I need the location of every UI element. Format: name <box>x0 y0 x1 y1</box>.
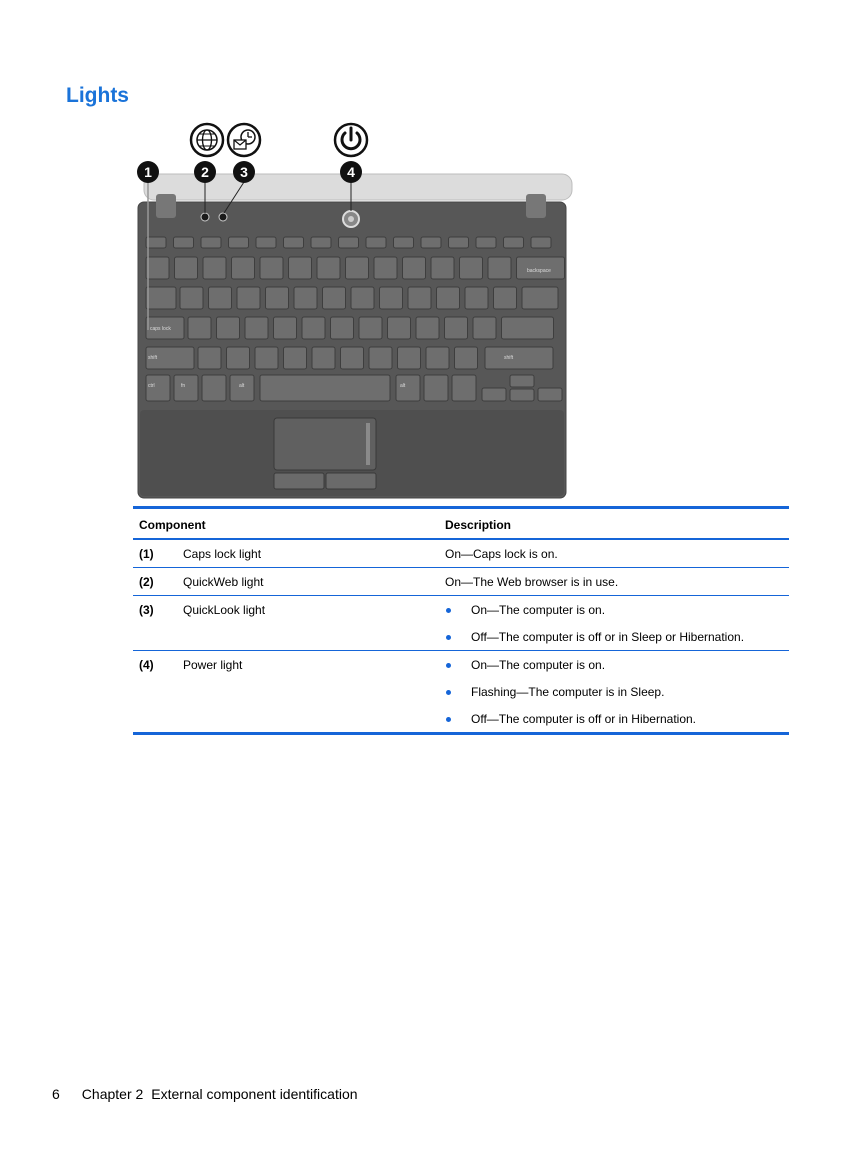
svg-text:2: 2 <box>201 164 209 180</box>
component-header: Component <box>139 518 206 532</box>
row-number: (2) <box>139 575 154 589</box>
component-description <box>439 651 789 734</box>
keyboard-key <box>366 237 386 248</box>
component-description: On—The Web browser is in use. <box>445 575 619 589</box>
keyboard-key <box>465 287 488 309</box>
chapter-label: Chapter 2 <box>81 1086 144 1102</box>
keyboard-key <box>188 317 211 339</box>
keyboard-key <box>424 375 448 401</box>
keyboard-key <box>227 347 250 369</box>
keyboard-key <box>494 287 517 309</box>
table-row <box>133 568 789 596</box>
mail-clock-icon <box>228 124 260 156</box>
section-title: Lights <box>66 84 129 107</box>
description-header: Description <box>445 518 512 532</box>
row-number: (3) <box>139 603 154 617</box>
list-item: Off—The computer is off or in Hibernation. <box>445 712 783 726</box>
bullet-icon <box>446 635 451 640</box>
keyboard-key <box>388 317 411 339</box>
component-description <box>439 596 789 651</box>
keyboard-key <box>431 257 454 279</box>
keyboard-key <box>488 257 511 279</box>
keyboard-key <box>245 317 268 339</box>
keyboard-key <box>346 257 369 279</box>
component-name: QuickWeb light <box>183 575 264 589</box>
keyboard-key <box>274 317 297 339</box>
keyboard-key <box>455 347 478 369</box>
table-row <box>133 539 789 568</box>
list-item: Flashing—The computer is in Sleep. <box>445 685 783 699</box>
keyboard-key <box>174 237 194 248</box>
keyboard-key <box>289 257 312 279</box>
alt-gr-key-label: alt <box>400 383 406 389</box>
keyboard-key <box>146 287 176 309</box>
keyboard-key <box>217 317 240 339</box>
bullet-icon <box>446 690 451 695</box>
keyboard-key <box>510 389 534 401</box>
keyboard-key <box>198 347 221 369</box>
keyboard-lights-figure <box>134 118 574 503</box>
quicklook-light-indicator <box>219 213 227 221</box>
keyboard-key <box>146 257 169 279</box>
component-name: QuickLook light <box>183 603 266 617</box>
keyboard-key <box>339 237 359 248</box>
keyboard-key <box>416 317 439 339</box>
alt-key-label: alt <box>239 383 245 389</box>
table-row <box>133 596 789 651</box>
row-number: (1) <box>139 547 154 561</box>
keyboard-key <box>294 287 317 309</box>
keyboard-key <box>369 347 392 369</box>
keyboard-key <box>538 388 562 401</box>
list-item: On—The computer is on. <box>445 658 783 672</box>
keyboard-key <box>311 237 331 248</box>
keyboard-key <box>476 237 496 248</box>
backspace-key-label: backspace <box>527 268 551 274</box>
keyboard-key <box>445 317 468 339</box>
keyboard-key <box>408 287 431 309</box>
keyboard-key <box>398 347 421 369</box>
keyboard-key <box>485 347 553 369</box>
svg-text:1: 1 <box>144 164 152 180</box>
keyboard-key <box>380 287 403 309</box>
keyboard-key <box>341 347 364 369</box>
ctrl-key-label: ctrl <box>148 383 155 389</box>
keyboard-key <box>426 347 449 369</box>
quickweb-light-indicator <box>201 213 209 221</box>
globe-icon <box>191 124 223 156</box>
component-description: On—Caps lock is on. <box>445 547 558 561</box>
bullet-icon <box>446 663 451 668</box>
row-number: (4) <box>139 658 154 672</box>
keyboard-key <box>421 237 441 248</box>
keyboard-key <box>260 375 390 401</box>
keyboard-key <box>323 287 346 309</box>
keyboard-key <box>312 347 335 369</box>
keyboard-key <box>284 347 307 369</box>
keyboard-key <box>229 237 249 248</box>
keyboard-key <box>202 375 226 401</box>
shift-left-key-label: shift <box>148 355 158 361</box>
keyboard-key <box>174 375 198 401</box>
keyboard-key <box>175 257 198 279</box>
keyboard-key <box>302 317 325 339</box>
keyboard-key <box>403 257 426 279</box>
keyboard-key <box>452 375 476 401</box>
keyboard-key <box>203 257 226 279</box>
callout-2 <box>194 161 216 183</box>
keyboard-key <box>232 257 255 279</box>
lights-table <box>133 506 789 735</box>
keyboard-key <box>237 287 260 309</box>
keyboard-key <box>502 317 554 339</box>
keyboard-key <box>504 237 524 248</box>
keyboard-key <box>266 287 289 309</box>
list-item: Off—The computer is off or in Sleep or Hibernation. <box>445 630 783 644</box>
keyboard-key <box>449 237 469 248</box>
keyboard-key <box>317 257 340 279</box>
keyboard-key <box>256 237 276 248</box>
keyboard-key <box>437 287 460 309</box>
keyboard-key <box>180 287 203 309</box>
keyboard-key <box>522 287 558 309</box>
shift-right-key-label: shift <box>504 355 514 361</box>
keyboard-key <box>531 237 551 248</box>
keyboard-key <box>260 257 283 279</box>
left-touchpad-button <box>274 473 324 489</box>
right-touchpad-button <box>326 473 376 489</box>
keyboard-key <box>482 388 506 401</box>
touchpad <box>274 418 376 470</box>
keyboard-key <box>331 317 354 339</box>
chapter-title: External component identification <box>151 1086 358 1102</box>
keyboard-key <box>209 287 232 309</box>
callout-1 <box>137 161 159 183</box>
touchpad-scroll-zone <box>366 423 370 465</box>
page-footer <box>52 1086 380 1102</box>
page-number: 6 <box>52 1086 60 1102</box>
keyboard-key <box>284 237 304 248</box>
list-item: On—The computer is on. <box>445 603 783 617</box>
component-name: Power light <box>183 658 243 672</box>
callout-3 <box>233 161 255 183</box>
keyboard-key <box>255 347 278 369</box>
bullet-icon <box>446 717 451 722</box>
component-name: Caps lock light <box>183 547 262 561</box>
keyboard-key <box>374 257 397 279</box>
power-icon <box>335 124 367 156</box>
bullet-icon <box>446 608 451 613</box>
keyboard-key <box>146 237 166 248</box>
table-header-row <box>133 508 789 540</box>
keyboard-key <box>359 317 382 339</box>
callout-4 <box>340 161 362 183</box>
keyboard-key <box>473 317 496 339</box>
keyboard-key <box>510 375 534 387</box>
keyboard-key <box>460 257 483 279</box>
keyboard-key <box>394 237 414 248</box>
svg-text:4: 4 <box>347 164 355 180</box>
caps-lock-key-label: caps lock <box>150 326 171 332</box>
keyboard-key <box>201 237 221 248</box>
table-row <box>133 651 789 734</box>
keyboard-key <box>351 287 374 309</box>
svg-text:3: 3 <box>240 164 248 180</box>
fn-key-label: fn <box>181 383 186 389</box>
